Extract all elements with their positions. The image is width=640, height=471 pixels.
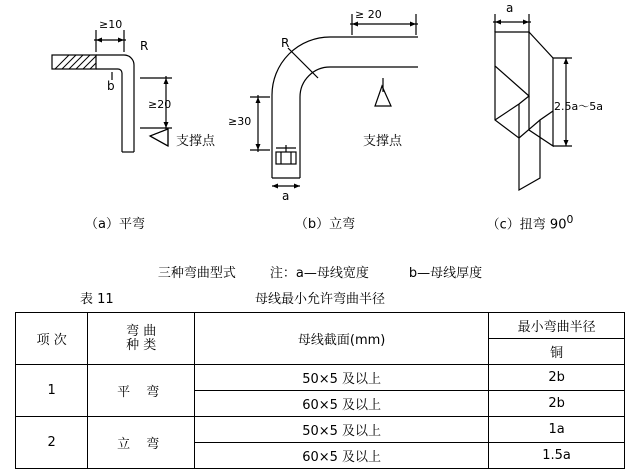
row2-section-1: 50×5 及以上: [195, 417, 489, 443]
caption-c-degree: 0: [566, 213, 574, 226]
header-radius-copper: 铜: [489, 339, 625, 365]
header-radius: 最小弯曲半径: [489, 313, 625, 339]
row2-section-2: 60×5 及以上: [195, 443, 489, 469]
label-b-radius: R: [281, 36, 290, 50]
table-row: [16, 417, 625, 443]
note-item-a: a—母线宽度: [295, 266, 369, 281]
caption-c-text: （c）扭弯 90: [486, 217, 567, 233]
label-a-dim-top: ≥10: [99, 18, 123, 31]
row1-kind: 平 弯: [88, 365, 195, 417]
label-b-dim-left: ≥30: [228, 115, 252, 128]
row1-section-1: 50×5 及以上: [195, 365, 489, 391]
row1-radius-2: 2b: [489, 391, 625, 417]
header-section: 母线截面(mm): [195, 313, 489, 365]
row2-kind: 立 弯: [88, 417, 195, 469]
label-b-support: 支撑点: [363, 134, 403, 149]
note-prefix: 注：: [269, 266, 296, 281]
table-header-row: [16, 313, 625, 339]
label-b-dim-top: ≥ 20: [355, 8, 382, 21]
note-item-b: b—母线厚度: [408, 266, 483, 281]
caption-c: [420, 213, 640, 232]
label-a-support: 支撑点: [176, 134, 216, 149]
bend-radius-table: [15, 312, 625, 469]
label-c-length: 2.5a～5a: [554, 100, 603, 113]
row1-radius-1: 2b: [489, 365, 625, 391]
row1-item: 1: [16, 365, 88, 417]
label-a-radius: R: [140, 39, 149, 53]
header-kind-line2: 种 类: [126, 337, 157, 353]
header-kind: [88, 313, 195, 365]
row2-item: 2: [16, 417, 88, 469]
label-a-dim-vert: ≥20: [148, 98, 172, 111]
row2-radius-1: 1a: [489, 417, 625, 443]
table-row: [16, 365, 625, 391]
label-a-thickness: b: [107, 79, 115, 93]
row1-section-2: 60×5 及以上: [195, 391, 489, 417]
table-number: 表 11: [80, 292, 114, 307]
label-c-width: a: [506, 1, 514, 15]
caption-a: （a）平弯: [85, 217, 145, 232]
caption-b: （b）立弯: [294, 217, 356, 232]
figure-note: [0, 262, 640, 281]
note-title: 三种弯曲型式: [157, 266, 236, 281]
header-item: 项 次: [16, 313, 88, 365]
header-kind-line1: 弯 曲: [126, 323, 157, 339]
label-b-width: a: [282, 189, 290, 203]
figure-captions: [0, 213, 640, 232]
table-title: 母线最小允许弯曲半径: [254, 292, 385, 307]
row2-radius-2: 1.5a: [489, 443, 625, 469]
